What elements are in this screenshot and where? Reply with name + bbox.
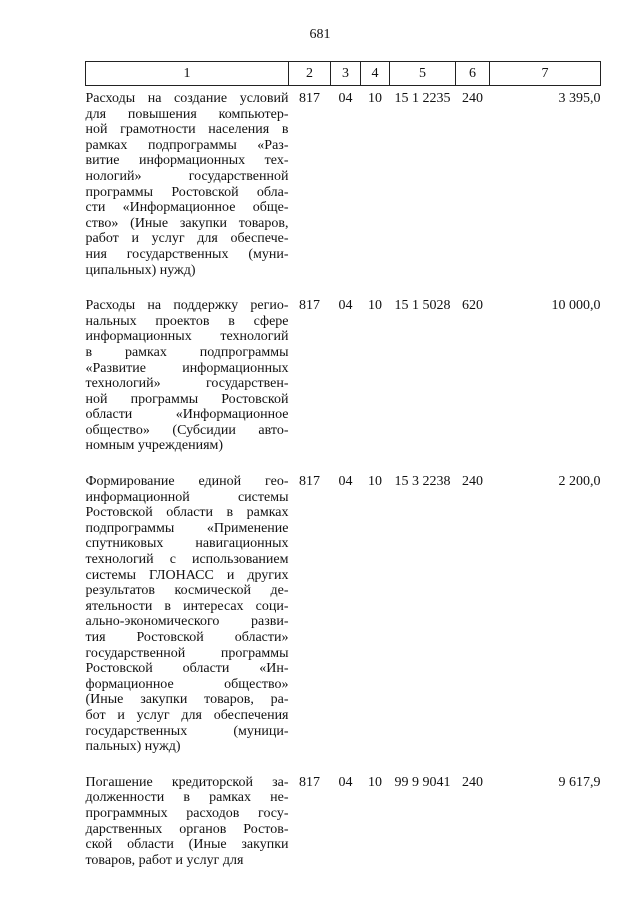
description-line: ство» (Иные закупки товаров, — [85, 215, 289, 231]
description-line: формационное общество» — [85, 676, 289, 692]
row-description — [86, 86, 289, 293]
description-line: бот и услуг для обеспечения — [85, 707, 289, 723]
description-line: (Иные закупки товаров, ра- — [85, 692, 289, 708]
column-header-4: 4 — [361, 62, 390, 86]
subsection-cell: 10 — [368, 91, 382, 106]
description-line: тия Ростовской области» — [85, 630, 289, 645]
target-article-cell: 15 1 2235 — [394, 91, 451, 106]
target-article-cell: 99 9 9041 — [394, 774, 451, 790]
description-line: программы Ростовской обла- — [85, 184, 289, 200]
description-line: Ростовской области «Ин- — [85, 661, 289, 677]
description-line: ципальных) нужд) — [85, 262, 196, 278]
table-row — [86, 769, 601, 883]
description-line: системы ГЛОНАСС и других — [85, 567, 289, 583]
ministry-code-cell: 817 — [299, 474, 320, 490]
description-line: товаров, работ и услуг для — [85, 852, 244, 868]
ministry-code-cell: 817 — [299, 91, 320, 106]
description-line: Формирование единой гео- — [85, 474, 289, 490]
ministry-code-cell: 817 — [299, 298, 320, 314]
description-line: рамках подпрограммы «Раз- — [85, 137, 289, 153]
description-line: программных расходов госу- — [85, 805, 289, 821]
subsection-cell: 10 — [368, 774, 382, 790]
column-header-7: 7 — [490, 62, 601, 86]
description-line: пальных) нужд) — [85, 739, 181, 755]
description-line: спутниковых навигационных — [85, 536, 289, 552]
description-line: Погашение кредиторской за- — [85, 774, 289, 790]
column-header-5: 5 — [390, 62, 456, 86]
section-cell: 04 — [338, 91, 353, 106]
description-line: дарственных органов Ростов- — [85, 821, 289, 837]
description-line: технологий» государствен- — [85, 376, 289, 392]
row-description — [86, 468, 289, 769]
expense-type-cell: 240 — [462, 474, 483, 490]
description-line: информационных технологий — [85, 329, 289, 345]
expense-type-cell: 240 — [462, 774, 483, 790]
description-line: технологий с использованием — [85, 552, 289, 568]
description-line: нологий» государственной — [85, 168, 289, 184]
column-header-1: 1 — [86, 62, 289, 86]
description-line: области «Информационное — [85, 407, 289, 423]
budget-table — [85, 61, 601, 882]
header-row — [86, 62, 601, 86]
description-line: в рамках подпрограммы — [85, 344, 289, 360]
column-header-2: 2 — [289, 62, 331, 86]
description-line: Расходы на создание условий — [85, 91, 289, 106]
description-line: ной программы Ростовской — [85, 391, 289, 407]
amount-cell: 2 200,0 — [558, 474, 601, 490]
description-line: ной грамотности населения в — [85, 122, 289, 138]
description-line: Ростовской области в рамках — [85, 505, 289, 521]
description-line: нальных проектов в сфере — [85, 313, 289, 329]
subsection-cell: 10 — [368, 298, 382, 314]
description-line: «Развитие информационных — [85, 360, 289, 376]
description-line: информационной системы — [85, 489, 289, 505]
description-line: подпрограммы «Применение — [85, 520, 289, 536]
target-article-cell: 15 3 2238 — [394, 474, 451, 490]
description-line: ской области (Иные закупки — [85, 837, 289, 853]
description-line: для повышения компьютер- — [85, 106, 289, 122]
description-line: результатов космической де- — [85, 583, 289, 599]
page-number: 681 — [309, 27, 331, 42]
description-line: общество» (Субсидии авто- — [85, 422, 289, 438]
description-line: ально-экономического разви- — [85, 614, 289, 630]
description-line: сти «Информационное обще- — [85, 200, 289, 216]
description-line: государственных (муници- — [85, 723, 289, 739]
amount-cell: 10 000,0 — [551, 298, 601, 314]
description-line: номным учреждениям) — [85, 438, 224, 454]
table-row — [86, 292, 601, 468]
amount-cell: 9 617,9 — [558, 774, 601, 790]
description-line: ятельности в интересах соци- — [85, 598, 289, 614]
table-row — [86, 86, 601, 293]
table-row — [86, 468, 601, 769]
ministry-code-cell: 817 — [299, 774, 320, 790]
description-line: витие информационных тех- — [85, 153, 289, 169]
column-header-3: 3 — [331, 62, 361, 86]
row-description — [86, 769, 289, 883]
column-header-6: 6 — [456, 62, 490, 86]
section-cell: 04 — [338, 774, 353, 790]
subsection-cell: 10 — [368, 474, 382, 490]
description-line: Расходы на поддержку регио- — [85, 298, 289, 314]
expense-type-cell: 240 — [462, 91, 483, 106]
description-line: работ и услуг для обеспече- — [85, 231, 289, 247]
description-line: ния государственных (муни- — [85, 246, 289, 262]
description-line: долженности в рамках не- — [85, 790, 289, 806]
section-cell: 04 — [338, 298, 353, 314]
description-line: государственной программы — [85, 645, 289, 661]
row-description — [86, 292, 289, 468]
amount-cell: 3 395,0 — [558, 91, 601, 106]
section-cell: 04 — [338, 474, 353, 490]
expense-type-cell: 620 — [462, 298, 483, 314]
target-article-cell: 15 1 5028 — [394, 298, 451, 314]
